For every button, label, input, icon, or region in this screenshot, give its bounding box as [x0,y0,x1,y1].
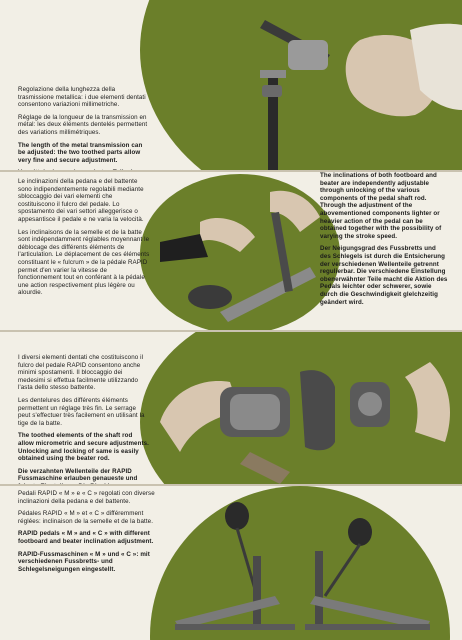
s4-german: RAPID-Fussmaschinen « M » und « C »: mit verschiedenen Fussbretts- und Schlegelsneigungen eingestellt. [18,550,150,573]
section4-text [18,490,156,578]
s4-english: RAPID pedals « M » and « C » with different footboard and beater inclination adjustment. [18,530,154,545]
s3-french: Les dentelures des différents éléments permettent un réglage très fin. Le serrage peut s'effectuer très facilement en utilisant la tige de la batte. [18,396,145,427]
section-transmission [0,0,462,170]
hands-with-toothed-elements-icon [150,332,462,484]
s4-italian: Pedali RAPID « M » e « C » regolati con diverse inclinazioni della pedana e del battente. [18,490,155,505]
section1-text [18,86,150,170]
s3-english: The toothed elements of the shaft rod allow micrometric and secure adjustments. Unlocking and locking of same is easily obtained using the beater rod. [18,432,149,463]
s1-english: The length of the metal transmission can be adjusted: the two toothed parts allow very fine and secure adjustment. [18,141,143,164]
s2-german: Der Neigungsgrad des Fussbretts und des Schlegels ist durch die Entsicherung der verschiedenen Wellenteile getrennt regulierbar. Die verschiedene Einstellung obenerwähnter Teile macht die Aktion des Pedals leichter oder schwerer, sowie durch die Geschwindigkeit glelchzeitig geändert wird. [320,245,448,306]
s3-german: Die verzahnten Wellenteile der RAPID Fussmaschine erlauben genaueste und [18,467,138,483]
s1-french: Réglage de la longueur de la transmission en métal: les deux éléments dentelés permettent des variations millimétriques. [18,113,148,136]
two-pedals-icon [165,496,445,640]
section3-text [18,354,150,484]
section-toothed-elements [0,332,462,484]
s4-french: Pédales RAPID « M » et « C » différemment réglées: inclinaison de la semelle et de la batte. [18,510,154,525]
s2-french: Les inclinaisons de la semelle et de la batte sont indépendamment réglables moyennant le déblocage des différents éléments de l'articulation. Le déplacement de ces éléments constituant le « fulcrum » de la pédale RAPID permet d'en varier la vitesse de fonctionnement tout en conférant à la pédale une action respectivement plus légère ou alourdie. [18,228,150,297]
section-inclination [0,172,462,330]
section-two-pedals [0,486,462,640]
s2-english: The inclinations of both footboard and beater are independently adjustable through unlocking of the various components of the pedal shaft rod. Through the adjustment of the abovementioned components lighter or heavier action of the pedal can be obtained together with the possibility of varying the stroke speed. [320,172,442,240]
s3-italian: I diversi elementi dentati che costituiscono il fulcro del pedale RAPID consentono anche minimi spostamenti. Il bloccaggio dei medesimi si effettua facilmente utilizzando l'asta dello stesso battente. [18,354,144,392]
s2-italian: Le inclinazioni della pedana e del battente sono indipendentemente regolabili mediante sbloccaggio dei vari elementi che costituiscono il fulcro del pedale. Lo spostamento dei vari settori alleggerisce o appesantisce il pedale e ne varia la velocità. [18,178,144,223]
s1-italian: Regolazione della lunghezza della trasmissione metallica: i due elementi dentati consentono variazioni millimetriche. [18,86,146,109]
hand-adjusting-transmission-icon [210,0,462,170]
hands-on-pedal-icon [160,182,330,327]
section2-right-text [320,172,448,311]
section2-left-text [18,178,150,302]
